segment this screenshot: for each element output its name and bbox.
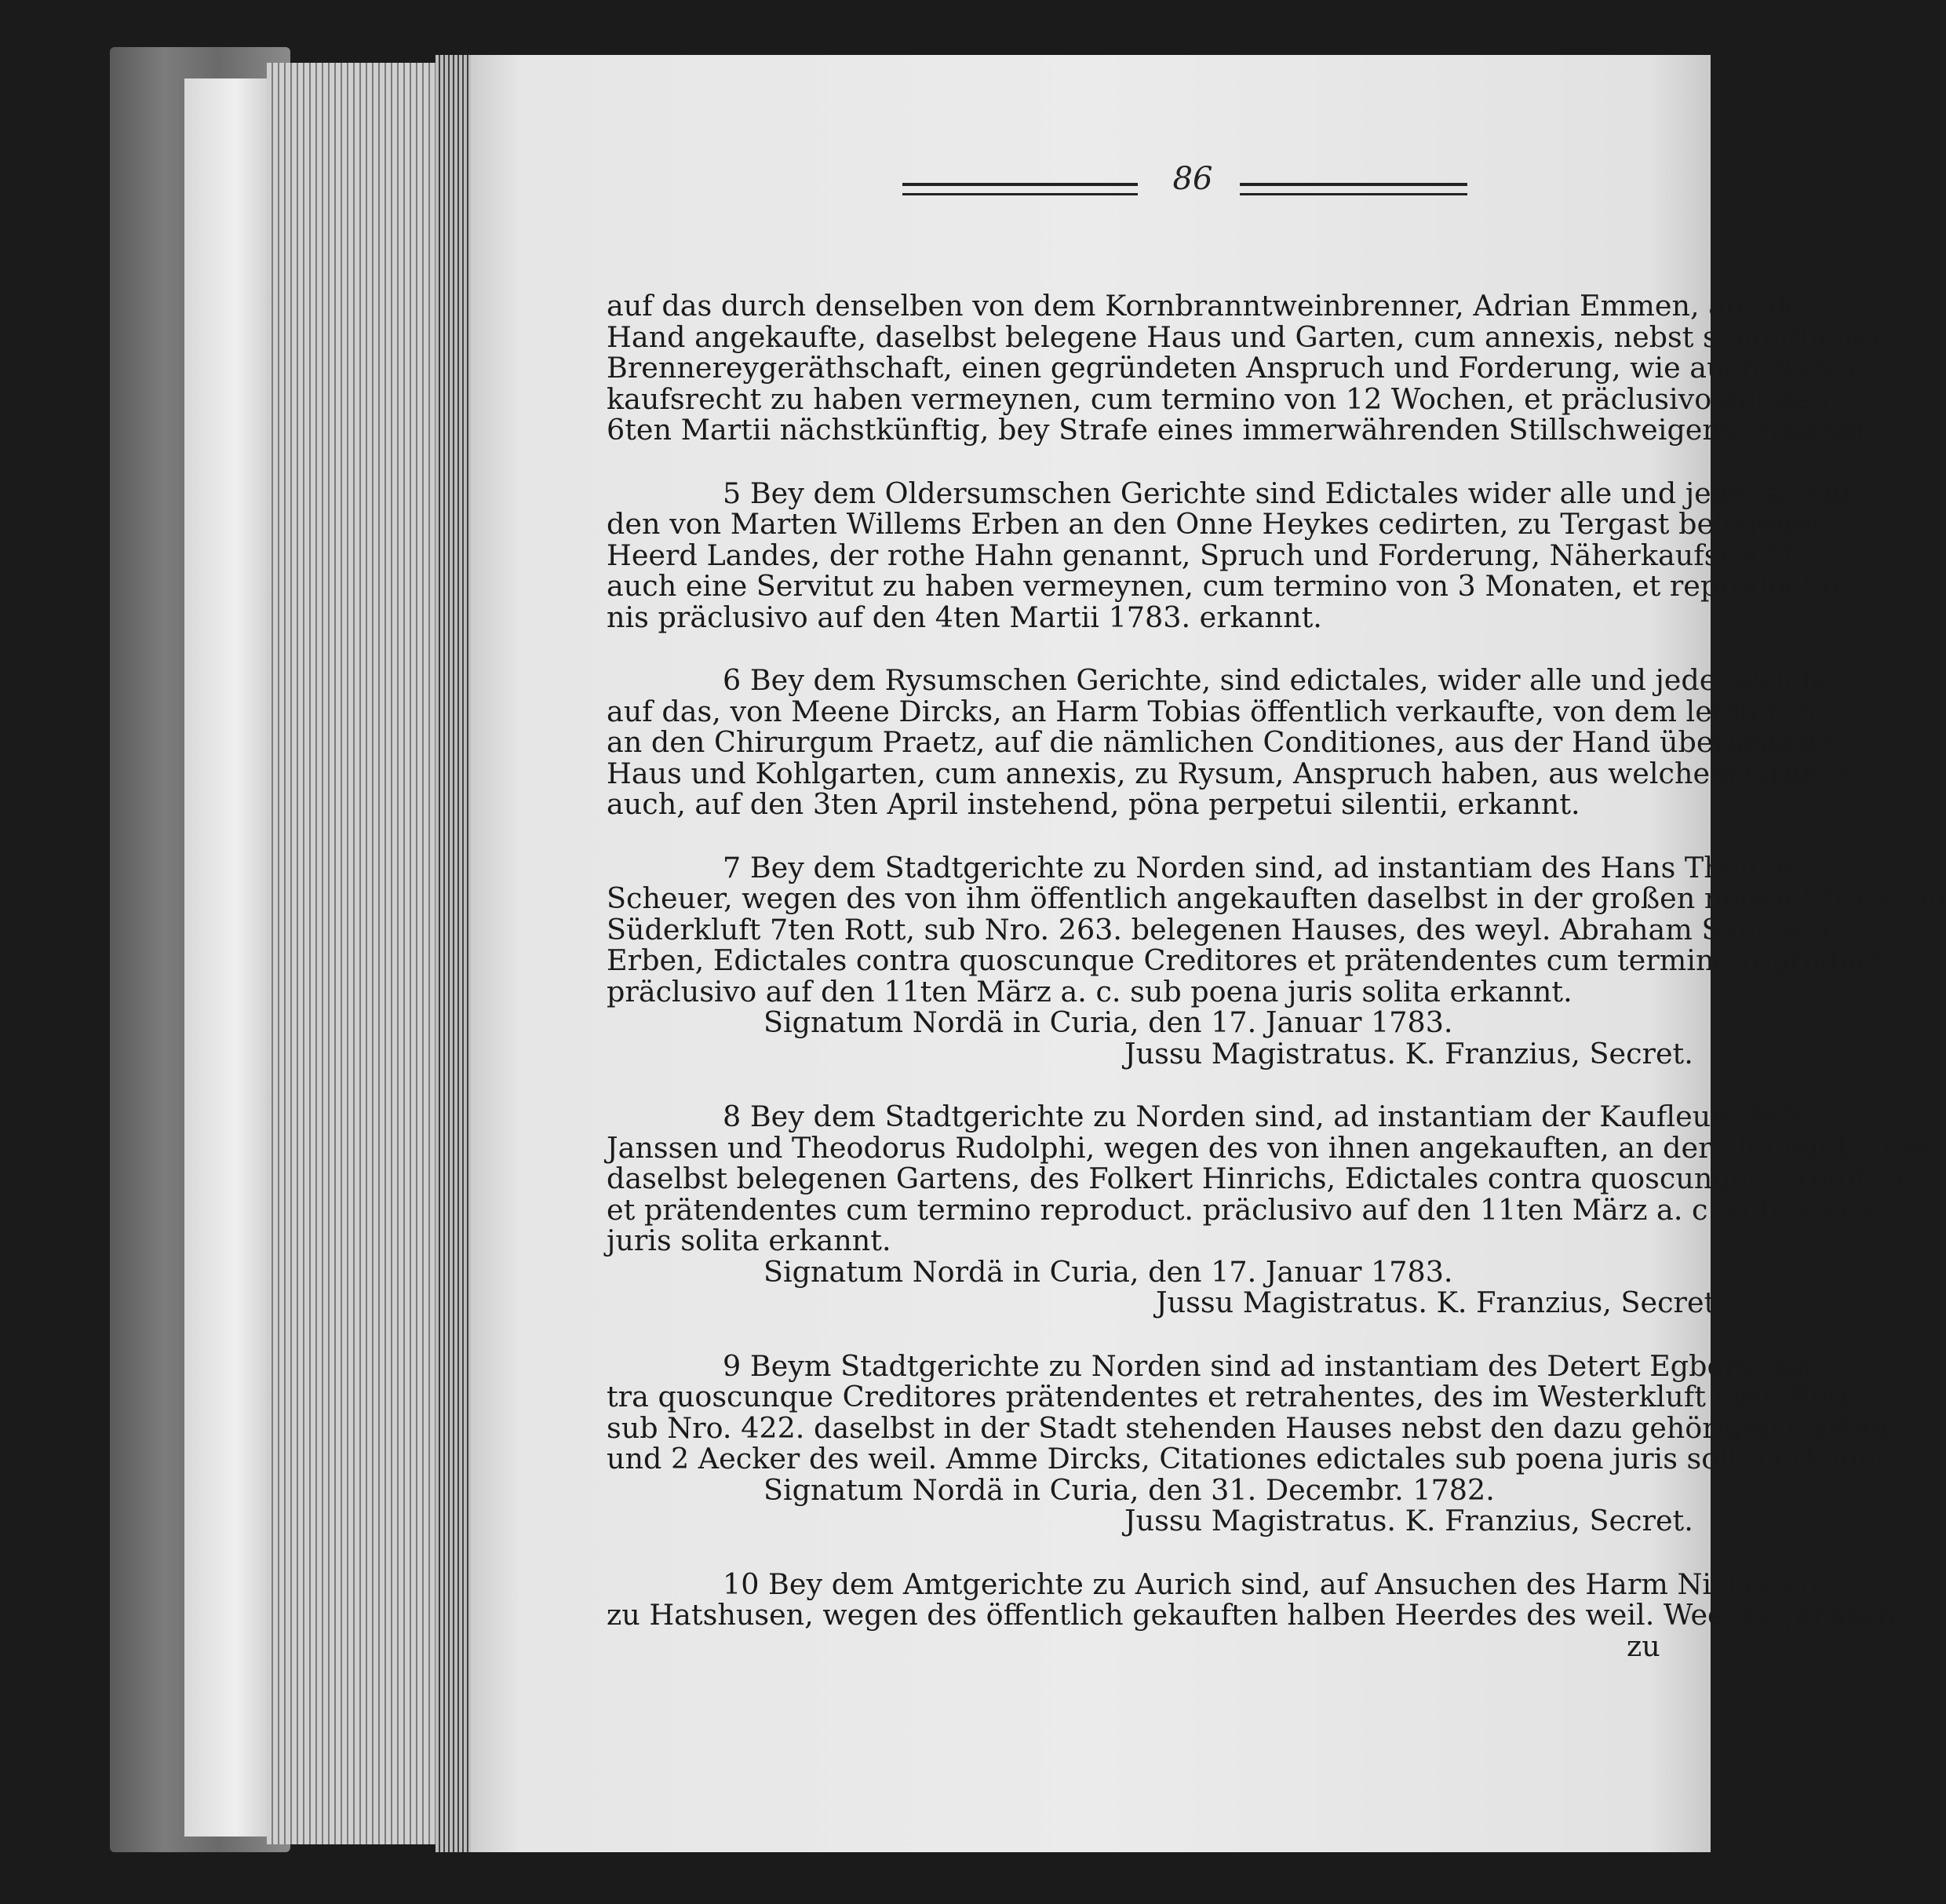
text-line: 6ten Martii nächstkünftig, bey Strafe eines immerwährenden Stillschweigens, erkannt.	[607, 413, 1877, 447]
book-page	[471, 55, 1946, 1852]
text-line: juris solita erkannt.	[607, 1224, 891, 1257]
paragraph-continuation	[607, 289, 1884, 447]
signature-date: Signatum Nordä in Curia, den 17. Januar 1783.	[763, 1005, 1453, 1039]
header-rule-right	[1240, 183, 1467, 195]
endpaper	[184, 78, 271, 1837]
paragraph-8	[607, 1100, 1930, 1319]
text-line: zu Hatshusen, wegen des öffentlich gekauften halben Heerdes des weil. Weecke Janssen	[607, 1598, 1896, 1632]
signature-by: Jussu Magistratus. K. Franzius, Secret.	[1156, 1286, 1725, 1319]
signature-date: Signatum Nordä in Curia, den 17. Januar 1783.	[763, 1254, 1453, 1289]
text-line: Erben, Edictales contra quoscunque Creditores et prätendentes cum termino reproduct.	[607, 943, 1894, 977]
book-gutter	[435, 55, 475, 1852]
text-line: 10 Bey dem Amtgerichte zu Aurich sind, auf Ansuchen des Harm Niclassen	[723, 1567, 1819, 1601]
paragraph-6	[607, 663, 1855, 821]
text-line: auch, auf den 3ten April instehend, pöna perpetui silentii, erkannt.	[607, 787, 1580, 821]
text-line: auf das, von Meene Dircks, an Harm Tobias öffentlich verkaufte, von dem letzteren,	[607, 694, 1826, 728]
text-line: Haus und Kohlgarten, cum annexis, zu Rysum, Anspruch haben, aus welchem Grunde	[607, 756, 1855, 790]
text-line: Heerd Landes, der rothe Hahn genannt, Spruch und Forderung, Näherkaufsrecht,	[607, 538, 1805, 572]
text-line: 8 Bey dem Stadtgerichte zu Norden sind, ad instantiam der Kaufleute Ryke	[723, 1100, 1820, 1133]
signature-by: Jussu Magistratus. K. Franzius, Secret.	[1124, 1504, 1693, 1537]
text-line: Brennereygeräthschaft, einen gegründeten Anspruch und Forderung, wie auch Näher-	[607, 351, 1870, 385]
text-line: et prätendentes cum termino reproduct. präclusivo auf den 11ten März a. c. sub poena	[607, 1192, 1875, 1227]
page-body	[607, 289, 1946, 1663]
text-line: und 2 Aecker des weil. Amme Dircks, Citationes edictales sub poena juris solita erkannt.	[607, 1442, 1897, 1475]
text-line: Janssen und Theodorus Rudolphi, wegen des von ihnen angekauften, an der kleinen Lohne	[607, 1130, 1927, 1165]
text-line: den von Marten Willems Erben an den Onne Heykes cedirten, zu Tergast belegenen	[607, 507, 1829, 541]
text-line: auf das durch denselben von dem Kornbranntweinbrenner, Adrian Emmen, aus der	[607, 289, 1817, 323]
signature-by: Jussu Magistratus. K. Franzius, Secret.	[1124, 1036, 1693, 1071]
paragraph-10	[607, 1567, 1896, 1663]
text-line: 9 Beym Stadtgerichte zu Norden sind ad instantiam des Detert Egbers con-	[723, 1348, 1824, 1383]
text-line: nis präclusivo auf den 4ten Martii 1783. erkannt.	[607, 600, 1322, 634]
paragraph-5	[607, 476, 1853, 634]
text-line: sub Nro. 422. daselbst in der Stadt stehenden Hauses nebst den dazu gehörigen Garten,	[607, 1410, 1898, 1445]
text-line: kaufsrecht zu haben vermeynen, cum termino von 12 Wochen, et präclusivo auf den	[607, 381, 1830, 416]
text-line: an den Chirurgum Praetz, auf die nämlichen Conditiones, aus der Hand überlassene	[607, 725, 1835, 759]
page-edges	[267, 63, 439, 1844]
text-line: 5 Bey dem Oldersumschen Gerichte sind Edictales wider alle und jede, so auf	[723, 476, 1853, 510]
page-number: 86	[1172, 161, 1213, 197]
text-line: Hand angekaufte, daselbst belegene Haus und Garten, cum annexis, nebst sämmtlicher	[607, 319, 1884, 354]
text-line: Scheuer, wegen des von ihm öffentlich angekauften daselbst in der großen neuen Straße im	[607, 881, 1946, 915]
text-line: 6 Bey dem Rysumschen Gerichte, sind edictales, wider alle und jede, welche	[723, 663, 1837, 697]
page-header	[902, 161, 1467, 208]
paragraph-9	[607, 1348, 1898, 1537]
text-line: auch eine Servitut zu haben vermeynen, cum termino von 3 Monaten, et reproductio-	[607, 569, 1850, 603]
text-line: Süderkluft 7ten Rott, sub Nro. 263. belegenen Hauses, des weyl. Abraham Samssons	[607, 912, 1846, 947]
catchword: zu	[1627, 1629, 1660, 1663]
text-line: 7 Bey dem Stadtgerichte zu Norden sind, ad instantiam des Hans Thomas	[723, 850, 1798, 885]
text-line: tra quoscunque Creditores prätendentes et retrahentes, des im Westerkluft 6ten Rott,	[607, 1380, 1860, 1413]
text-line: daselbst belegenen Gartens, des Folkert Hinrichs, Edictales contra quoscunque Creditores	[607, 1162, 1930, 1195]
header-rule-left	[902, 183, 1138, 195]
signature-date: Signatum Nordä in Curia, den 31. Decembr. 1782.	[763, 1472, 1495, 1507]
text-line: präclusivo auf den 11ten März a. c. sub poena juris solita erkannt.	[607, 974, 1572, 1009]
paragraph-7	[607, 850, 1946, 1071]
